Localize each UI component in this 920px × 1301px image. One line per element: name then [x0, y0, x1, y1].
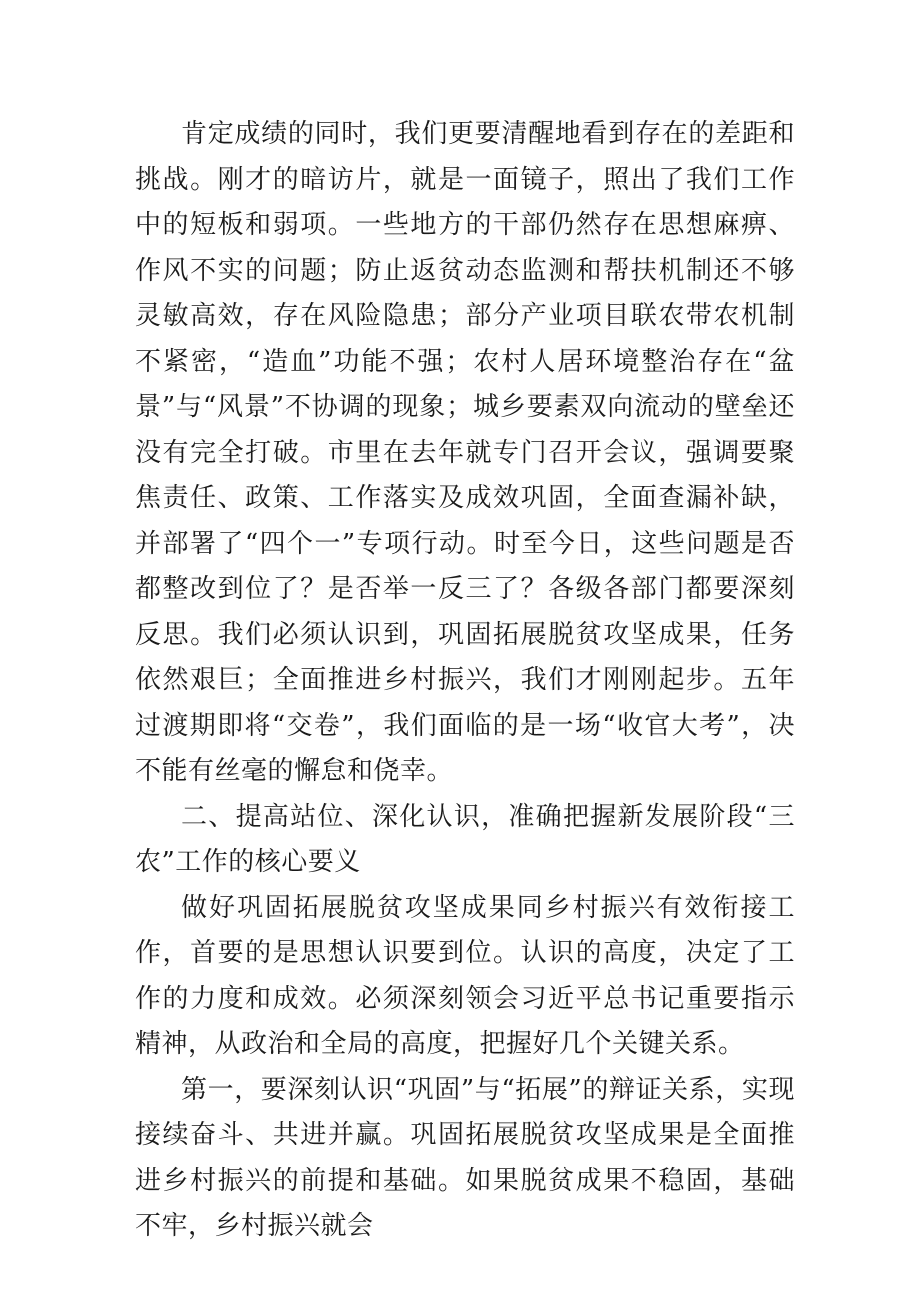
paragraph-first-point: 第一，要深刻认识“巩固”与“拓展”的辩证关系，实现接续奋斗、共进并赢。巩固拓展脱贫攻坚成果是全面推进乡村振兴的前提和基础。如果脱贫成果不稳固，基础不牢，乡村振兴就会	[135, 1074, 795, 1241]
section-heading-two: 二、提高站位、深化认识，准确把握新发展阶段“三农”工作的核心要义	[135, 801, 795, 877]
paragraph-gaps-and-challenges: 肯定成绩的同时，我们更要清醒地看到存在的差距和挑战。刚才的暗访片，就是一面镜子，照出了我们工作中的短板和弱项。一些地方的干部仍然存在思想麻痹、作风不实的问题；防止返贫动态监测和帮扶机制还不够灵敏高效，存在风险隐患；部分产业项目联农带农机制不紧密，“造血”功能不强；农村人居环境整治存在“盆景”与“风景”不协调的现象；城乡要素双向流动的壁垒还没有完全打破。市里在去年就专门召开会议，强调要聚焦责任、政策、工作落实及成效巩固，全面查漏补缺，并部署了“四个一”专项行动。时至今日，这些问题是否都整改到位了？是否举一反三了？各级各部门都要深刻反思。我们必须认识到，巩固拓展脱贫攻坚成果，任务依然艰巨；全面推进乡村振兴，我们才刚刚起步。五年过渡期即将“交卷”，我们面临的是一场“收官大考”，决不能有丝毫的懈怠和侥幸。	[135, 119, 795, 786]
paragraph-ideological-understanding: 做好巩固拓展脱贫攻坚成果同乡村振兴有效衔接工作，首要的是思想认识要到位。认识的高度，决定了工作的力度和成效。必须深刻领会习近平总书记重要指示精神，从政治和全局的高度，把握好几个关键关系。	[135, 892, 795, 1059]
document-body	[135, 112, 795, 1250]
